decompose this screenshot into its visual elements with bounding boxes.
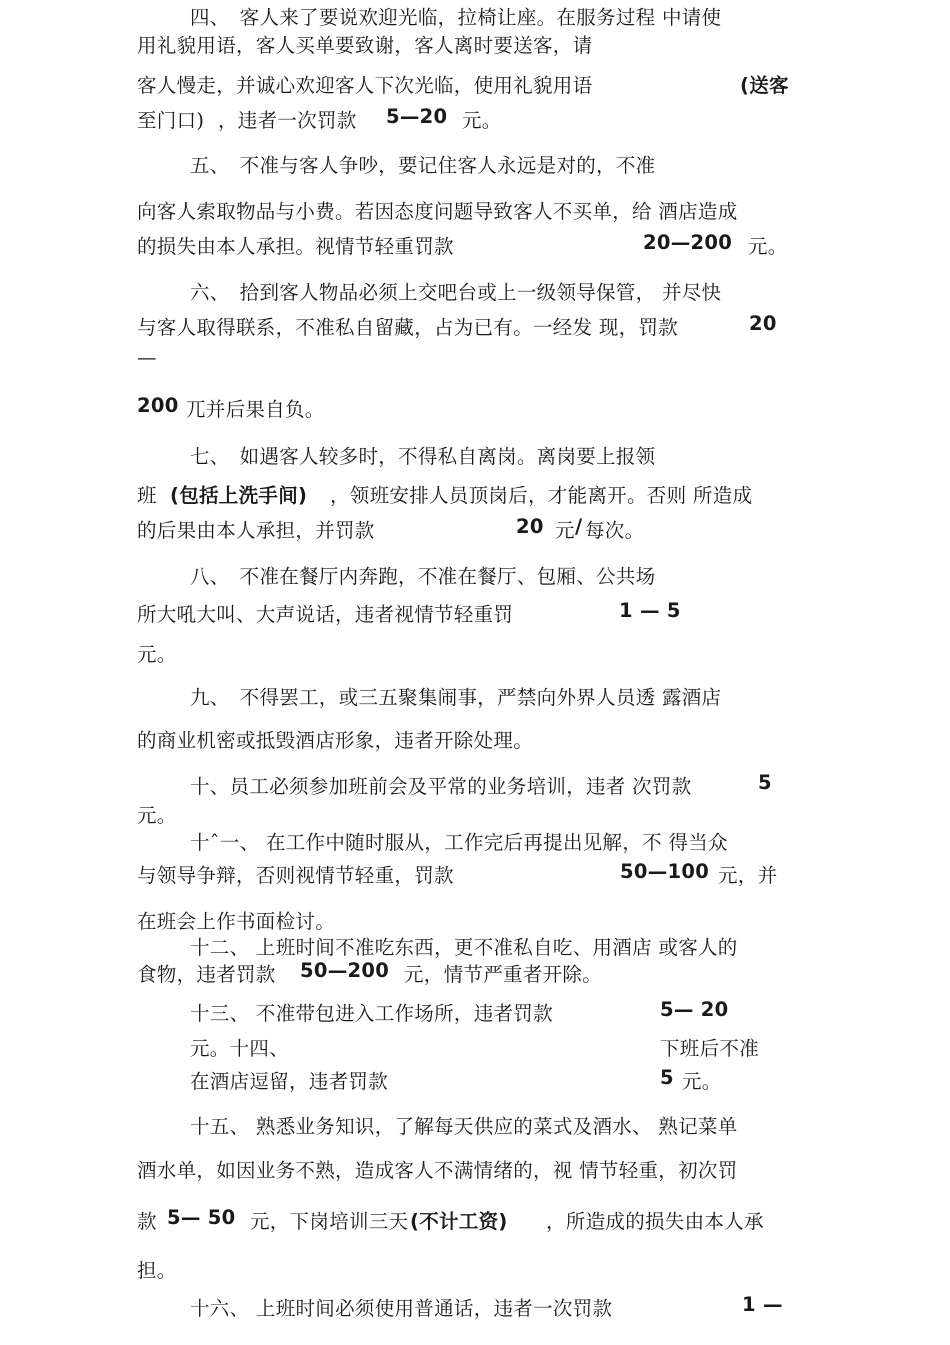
rule-7-slash: / (575, 515, 583, 538)
rule-13-fine: 5— 20 (660, 998, 729, 1021)
rule-10-line-2: 元。 (137, 804, 177, 827)
rule-14-line-1: 下班后不准 (660, 1037, 760, 1060)
rule-8-line-3: 元。 (137, 643, 177, 666)
rule-4-line-4d: 元。 (462, 109, 502, 132)
rule-12-line-1: 十二、 上班时间不准吃东西，更不准私自吃、用酒店 或客人的 (190, 936, 738, 959)
rule-8-line-2: 所大吼大叫、大声说话，违者视情节轻重罚 (137, 603, 514, 626)
rule-15-line-1: 十五、 熟悉业务知识，了解每天供应的菜式及酒水、 熟记菜单 (190, 1115, 738, 1138)
rule-4-fine: 5—20 (386, 105, 448, 128)
rule-6-line-4: 兀并后果自负。 (186, 398, 325, 421)
rule-6-fine-end: 200 (137, 394, 179, 417)
rule-6-dash: — (137, 346, 157, 369)
rule-15-paren: (不计工资) (410, 1210, 508, 1233)
rule-15-line-4: 担。 (137, 1259, 177, 1282)
rule-12-line-2c: 元，情节严重者开除。 (404, 963, 603, 986)
rule-13-line-2a: 元。十四、 (190, 1037, 290, 1060)
rule-11-line-3: 在班会上作书面检讨。 (137, 910, 336, 933)
rule-15-line-3a: 款 (137, 1210, 157, 1233)
rule-4-line-2: 用礼貌用语，客人买单要致谢，客人离时要送客，请 (137, 34, 593, 57)
rule-5-line-3: 的损失由本人承担。视情节轻重罚款 (137, 235, 454, 258)
rule-4-line-3: 客人慢走，并诚心欢迎客人下次光临，使用礼貌用语 (137, 74, 593, 97)
rule-7-paren: (包括上洗手间) (170, 484, 308, 507)
rule-7-line-3: 的后果由本人承担，并罚款 (137, 519, 375, 542)
rule-7-line-1: 七、 如遇客人较多时，不得私自离岗。离岗要上报领 (190, 445, 656, 468)
rule-16-line-1: 十六、 上班时间必须使用普通话，违者一次罚款 (190, 1297, 613, 1320)
rule-15-line-2: 酒水单，如因业务不熟，造成客人不满情绪的，视 情节轻重，初次罚 (137, 1159, 738, 1182)
rule-7-line-2a: 班 (137, 484, 157, 507)
rule-11-line-1: 十ˆ一、 在工作中随时服从，工作完后再提出见解，不 得当众 (190, 831, 728, 854)
rule-7-line-2c: ，领班安排人员顶岗后，才能离开。否则 所造成 (330, 484, 753, 507)
rule-5-fine: 20—200 (643, 231, 733, 254)
rule-14-fine: 5 (660, 1066, 674, 1089)
rule-8-fine: 1 — 5 (619, 599, 681, 622)
rule-6-line-1: 六、 拾到客人物品必须上交吧台或上一级领导保管， 并尽快 (190, 281, 722, 304)
rule-16-fine: 1 — (742, 1293, 783, 1316)
rule-6-line-2: 与客人取得联系，不准私自留藏，占为已有。一经发 现，罚款 (137, 316, 679, 339)
rule-7-unit: 元 (555, 519, 575, 542)
rule-11-line-2: 与领导争辩，否则视情节轻重，罚款 (137, 864, 454, 887)
rule-7-per: 每次。 (585, 519, 645, 542)
rule-14-unit: 元。 (682, 1070, 722, 1093)
rule-5-line-1: 五、 不准与客人争吵，要记住客人永远是对的，不准 (190, 154, 656, 177)
rule-11-line-2c: 元，并 (718, 864, 778, 887)
rule-11-fine: 50—100 (620, 860, 710, 883)
rule-14-line-2: 在酒店逗留，违者罚款 (190, 1070, 389, 1093)
rule-15-line-3e: ，所造成的损失由本人承 (546, 1210, 764, 1233)
rule-7-fine: 20 (516, 515, 544, 538)
rule-5-line-3c: 元。 (748, 235, 788, 258)
rule-5-line-2: 向客人索取物品与小费。若因态度问题导致客人不买单，给 酒店造成 (137, 200, 738, 223)
rule-4-line-1: 四、 客人来了要说欢迎光临，拉椅让座。在服务过程 中请使 (190, 6, 722, 29)
rule-6-fine-start: 20 (749, 312, 777, 335)
rule-4-line-4a: 至门口) (137, 109, 205, 132)
rule-10-fine: 5 (758, 771, 772, 794)
rule-4-line-3-paren: (送客 (740, 74, 789, 97)
rule-8-line-1: 八、 不准在餐厅内奔跑，不准在餐厅、包厢、公共场 (190, 565, 656, 588)
rule-13-line-1: 十三、 不准带包进入工作场所，违者罚款 (190, 1002, 553, 1025)
rule-12-line-2a: 食物，违者罚款 (137, 963, 276, 986)
rule-9-line-2: 的商业机密或抵毁酒店形象，违者开除处理。 (137, 729, 534, 752)
rule-4-line-4b: ，违者一次罚款 (218, 109, 357, 132)
rule-10-line-1: 十、员工必须参加班前会及平常的业务培训，违者 次罚款 (190, 775, 692, 798)
rule-15-fine: 5— 50 (167, 1206, 236, 1229)
rule-12-fine: 50—200 (300, 959, 390, 982)
rule-9-line-1: 九、 不得罢工，或三五聚集闹事，严禁向外界人员透 露酒店 (190, 686, 722, 709)
rule-15-line-3c: 元，下岗培训三天 (250, 1210, 409, 1233)
